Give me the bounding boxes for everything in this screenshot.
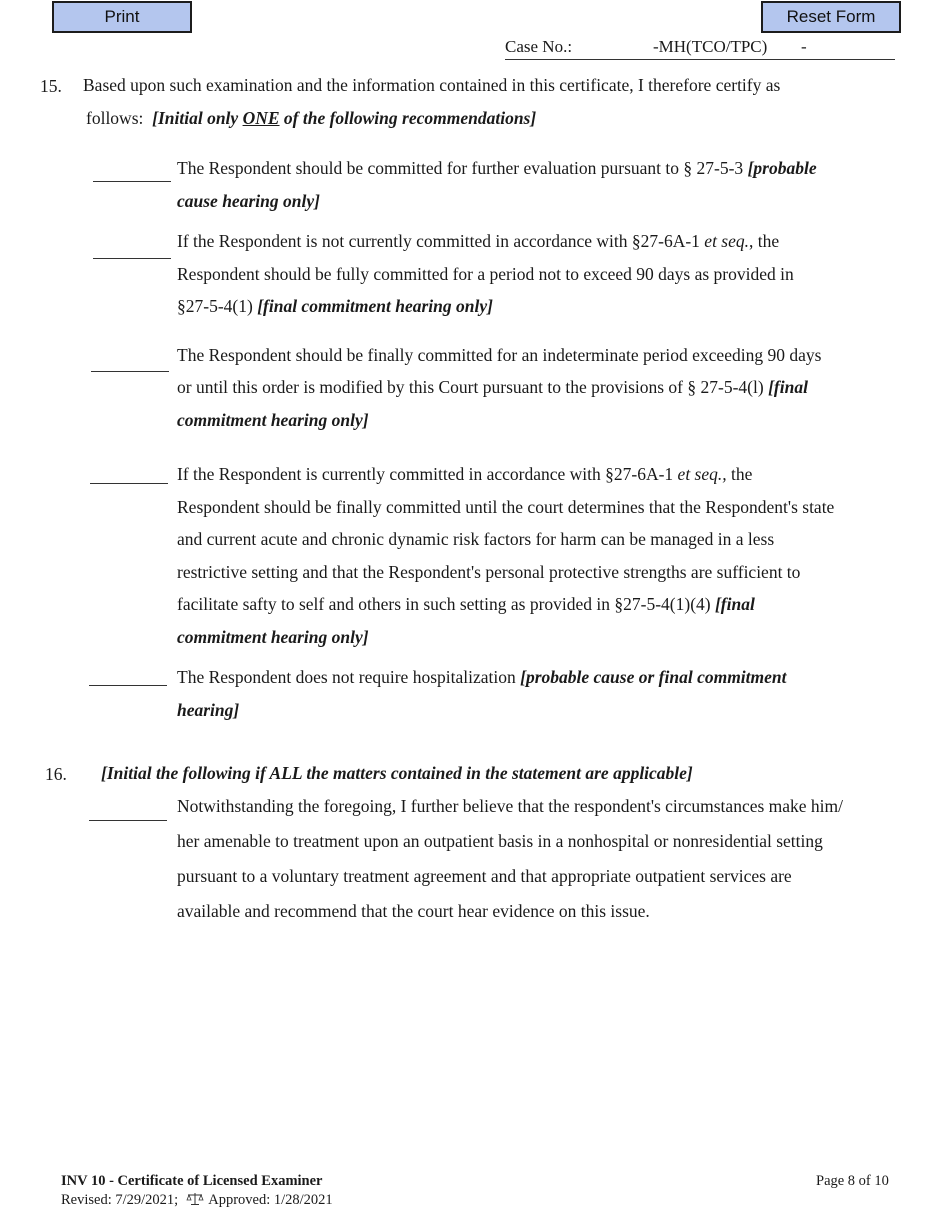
print-button[interactable]: Print xyxy=(52,1,192,33)
option-5-line-1 xyxy=(177,661,787,694)
option-4-et-seq: et seq., xyxy=(677,464,727,484)
footer-page-number: Page 8 of 10 xyxy=(816,1173,889,1189)
option-4-line-1-b: the xyxy=(726,464,753,484)
item-15-intro: Based upon such examination and the information contained in this certificate, I therefore certify as xyxy=(83,75,781,95)
option-3-line-2-a: or until this order is modified by this Court pursuant to the provisions of § 27-5-4(l) xyxy=(177,377,769,397)
follows-label: follows: xyxy=(86,108,144,128)
option-2-line-1 xyxy=(177,225,779,258)
option-2-note: [final commitment hearing only] xyxy=(257,296,493,316)
instruction-one: ONE xyxy=(242,108,280,128)
option-2-line-3 xyxy=(177,290,493,323)
item-16-line-4: available and recommend that the court hear evidence on this issue. xyxy=(177,901,650,921)
option-1-line-1 xyxy=(177,152,817,185)
case-number-dash: - xyxy=(801,37,807,56)
footer-form-title: INV 10 - Certificate of Licensed Examiner xyxy=(61,1173,323,1189)
reset-form-button[interactable]: Reset Form xyxy=(761,1,901,33)
item-16-line-2: her amenable to treatment upon an outpatient basis in a nonhospital or nonresidential setting xyxy=(177,831,823,851)
option-2-line-1-b: , the xyxy=(749,231,780,251)
item-16-number: 16. xyxy=(45,764,67,784)
option-4-line-3: and current acute and chronic dynamic risk factors for harm can be managed in a less xyxy=(177,529,775,549)
initial-blank-opt3[interactable] xyxy=(91,371,169,372)
case-number-label: Case No.: xyxy=(505,37,573,56)
option-2-line-2: Respondent should be fully committed for a period not to exceed 90 days as provided in xyxy=(177,264,794,284)
case-number-field[interactable] xyxy=(505,36,895,60)
option-3-note-a: [final xyxy=(768,377,808,397)
option-5-line-1-a: The Respondent does not require hospitalization xyxy=(177,667,521,687)
initial-blank-item16[interactable] xyxy=(89,820,167,821)
item-16-instruction: [Initial the following if ALL the matters contained in the statement are applicable] xyxy=(101,763,693,783)
initial-blank-opt2[interactable] xyxy=(93,258,171,259)
option-4-line-4: restrictive setting and that the Respondent's personal protective strengths are sufficient to xyxy=(177,562,801,582)
option-1-text: The Respondent should be committed for further evaluation pursuant to § 27-5-3 xyxy=(177,158,748,178)
initial-blank-opt5[interactable] xyxy=(89,685,167,686)
scales-of-justice-icon xyxy=(186,1192,204,1206)
option-2-line-3-a: §27-5-4(1) xyxy=(177,296,258,316)
option-3-line-1: The Respondent should be finally committed for an indeterminate period exceeding 90 days xyxy=(177,345,822,365)
option-5-note-b: hearing] xyxy=(177,700,240,720)
case-number-suffix: -MH(TCO/TPC) xyxy=(653,37,768,56)
option-4-line-1-a: If the Respondent is currently committed in accordance with §27-6A-1 xyxy=(177,464,678,484)
option-3-note-b: commitment hearing only] xyxy=(177,410,369,430)
instruction-part-b: of the following recommendations] xyxy=(279,108,537,128)
option-3-line-2 xyxy=(177,371,808,404)
option-1-note-b: cause hearing only] xyxy=(177,191,320,211)
initial-blank-opt1[interactable] xyxy=(93,181,171,182)
option-4-note-b: commitment hearing only] xyxy=(177,627,369,647)
initial-blank-opt4[interactable] xyxy=(90,483,168,484)
option-2-line-1-a: If the Respondent is not currently committed in accordance with §27-6A-1 xyxy=(177,231,705,251)
option-4-line-5 xyxy=(177,588,755,621)
item-16-line-3: pursuant to a voluntary treatment agreement and that appropriate outpatient services are xyxy=(177,866,792,886)
footer-approved: Approved: 1/28/2021 xyxy=(208,1192,333,1208)
option-1-note-a: [probable xyxy=(747,158,817,178)
option-2-et-seq: et seq. xyxy=(704,231,750,251)
footer-revision xyxy=(61,1191,333,1210)
item-15-number: 15. xyxy=(40,76,62,96)
option-4-note-a: [final xyxy=(714,594,755,614)
option-4-line-2: Respondent should be finally committed until the court determines that the Respondent's state xyxy=(177,497,835,517)
instruction-part-a: [Initial only xyxy=(152,108,243,128)
option-5-note-a: [probable cause or final commitment xyxy=(520,667,787,687)
item-15-instruction xyxy=(86,102,536,135)
item-16-line-1: Notwithstanding the foregoing, I further believe that the respondent's circumstances make him/ xyxy=(177,796,844,816)
footer-revised: Revised: 7/29/2021; xyxy=(61,1192,179,1208)
option-4-line-1 xyxy=(177,458,752,491)
option-4-line-5-a: facilitate safty to self and others in such setting as provided in §27-5-4(1)(4) xyxy=(177,594,715,614)
